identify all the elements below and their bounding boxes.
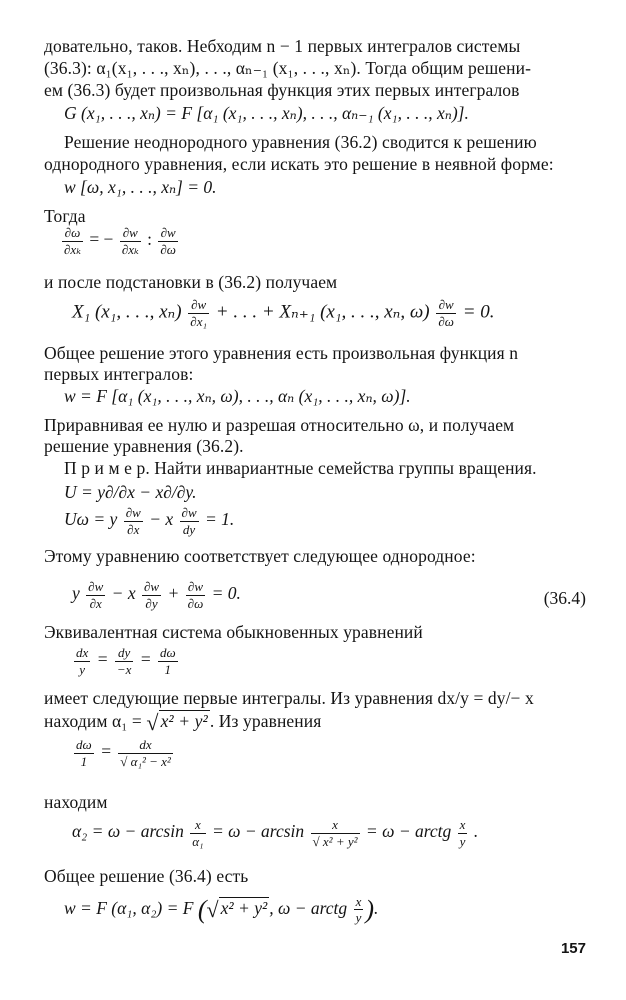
text-line-22: Эквивалентная система обыкновенных уравнений <box>44 622 423 642</box>
formula-partial-derivative: $\frac{\partial\omega}{\text{∂xₖ}}$ = − $\frac{\partial w}{\text{∂xₖ}}$ : $\frac{\partial w}{\partial\omega}$ <box>64 225 176 257</box>
example-heading: П р и м е р. Найти инвариантные семейства группы вращения. <box>64 458 537 478</box>
formula-general-solution: G (x₁, . . ., xₙ) = F [α₁ (x₁, . . ., xₙ), . . ., αₙ₋₁ (x₁, . . ., xₙ)]. <box>64 103 469 123</box>
text-line-27: находим <box>44 792 108 812</box>
fraction: $\frac{\partial w}{\partial x}$ <box>125 505 141 537</box>
fraction: $\frac{\partial w}{\partial\omega}$ <box>160 225 176 257</box>
formula-U-omega: Uω = y $\frac{\partial w}{\partial x}$ − x $\frac{\partial w}{dy}$ = 1. <box>64 505 235 537</box>
text-line-10: и после подстановки в (36.2) получаем <box>44 272 338 292</box>
fraction: $\frac{d\omega}{1}$ <box>76 737 92 769</box>
formula-substitution: X₁ (x₁, . . ., xₙ) $\frac{\partial w}{\text{∂x₁}}$ + . . . + Xₙ₊₁ (x₁, . . ., xₙ, ω) $\frac{\partial w}{\partial\omega}$ = 0. <box>72 297 495 329</box>
text-line-25: находим α₁ = √ x² + y² . Из уравнения <box>44 710 322 735</box>
fraction: $\frac{\partial w}{\text{∂x₁}}$ <box>190 297 208 329</box>
formula-general-w: w = F [α₁ (x₁, . . ., xₙ, ω), . . ., αₙ (x₁, . . ., xₙ, ω)]. <box>64 386 411 406</box>
fraction: $\frac{dx}{\text{√ α₁² − x²}}$ <box>120 737 171 769</box>
fraction: $\frac{\partial w}{\partial\omega}$ <box>187 579 204 611</box>
text-line-16: решение уравнения (36.2). <box>44 436 244 456</box>
formula-implicit-form: w [ω, x₁, . . ., xₙ] = 0. <box>64 177 217 197</box>
fraction: $\frac{dy}{-x}$ <box>116 645 132 677</box>
formula-final-solution: w = F (α₁, α₂) = F (√ x² + y² , ω − arctg $\frac{x}{y}$ ). <box>64 893 379 926</box>
fraction: $\frac{\partial w}{\text{∂xₖ}}$ <box>121 225 139 257</box>
text-line-13: первых интегралов: <box>44 364 194 384</box>
text-line-15: Приравнивая ее нулю и разрешая относительно ω, и получаем <box>44 415 515 435</box>
text-line-6: однородного уравнения, если искать это решение в неявной форме: <box>44 154 554 174</box>
fraction: $\frac{x}{\text{α₁}}$ <box>192 817 204 849</box>
formula-domega: $\frac{d\omega}{1}$ = $\frac{dx}{\text{√ α₁² − x²}}$ <box>76 737 171 769</box>
text-line-24: имеет следующие первые интегралы. Из уравнения dx/y = dy/− x <box>44 688 534 708</box>
formula-ode-system: $\frac{dx}{y}$ = $\frac{dy}{-x}$ = $\frac{d\omega}{1}$ <box>76 645 176 677</box>
fraction: $\frac{x}{y}$ <box>459 817 466 849</box>
equation-number: (36.4) <box>543 588 586 608</box>
page-number: 157 <box>560 940 586 957</box>
text-line-29: Общее решение (36.4) есть <box>44 866 249 886</box>
fraction: $\frac{\partial w}{\partial y}$ <box>143 579 160 611</box>
fraction: $\frac{x}{y}$ <box>355 893 362 926</box>
formula-homogeneous: y $\frac{\partial w}{\partial x}$ − x $\frac{\partial w}{\partial y}$ + $\frac{\partial w}{\partial\omega}$ = 0. <box>72 579 241 611</box>
fraction: $\frac{\partial w}{dy}$ <box>181 505 197 537</box>
text-line-1: довательно, таков. Небходим n − 1 первых интегралов системы <box>44 36 521 56</box>
text-line-12: Общее решение этого уравнения есть произвольная функция n <box>44 343 519 363</box>
formula-alpha2: α₂ = ω − arcsin $\frac{x}{\text{α₁}}$ = ω − arcsin $\frac{x}{\text{√ x² + y²}}$ = ω − arctg $\frac{x}{y}$ . <box>72 817 479 849</box>
fraction: $\frac{dx}{y}$ <box>76 645 89 677</box>
fraction: $\frac{\partial w}{\partial\omega}$ <box>438 297 454 329</box>
formula-operator-U: U = y∂/∂x − x∂/∂y. <box>64 482 197 502</box>
fraction: $\frac{x}{\text{√ x² + y²}}$ <box>312 817 358 849</box>
text-line-2: (36.3): α₁(x₁, . . ., xₙ), . . ., αₙ₋₁ (x₁, . . ., xₙ). Тогда общим решени- <box>44 58 532 78</box>
text-line-20: Этому уравнению соответствует следующее однородное: <box>44 546 476 566</box>
fraction: $\frac{\partial w}{\partial x}$ <box>88 579 104 611</box>
text-line-3: ем (36.3) будет произвольная функция этих первых интегралов <box>44 80 520 100</box>
text-line-tогда: Тогда <box>44 206 86 226</box>
fraction: $\frac{d\omega}{1}$ <box>159 645 176 677</box>
text-line-5: Решение неоднородного уравнения (36.2) сводится к решению <box>64 132 537 152</box>
fraction: $\frac{\partial\omega}{\text{∂xₖ}}$ <box>64 225 81 257</box>
